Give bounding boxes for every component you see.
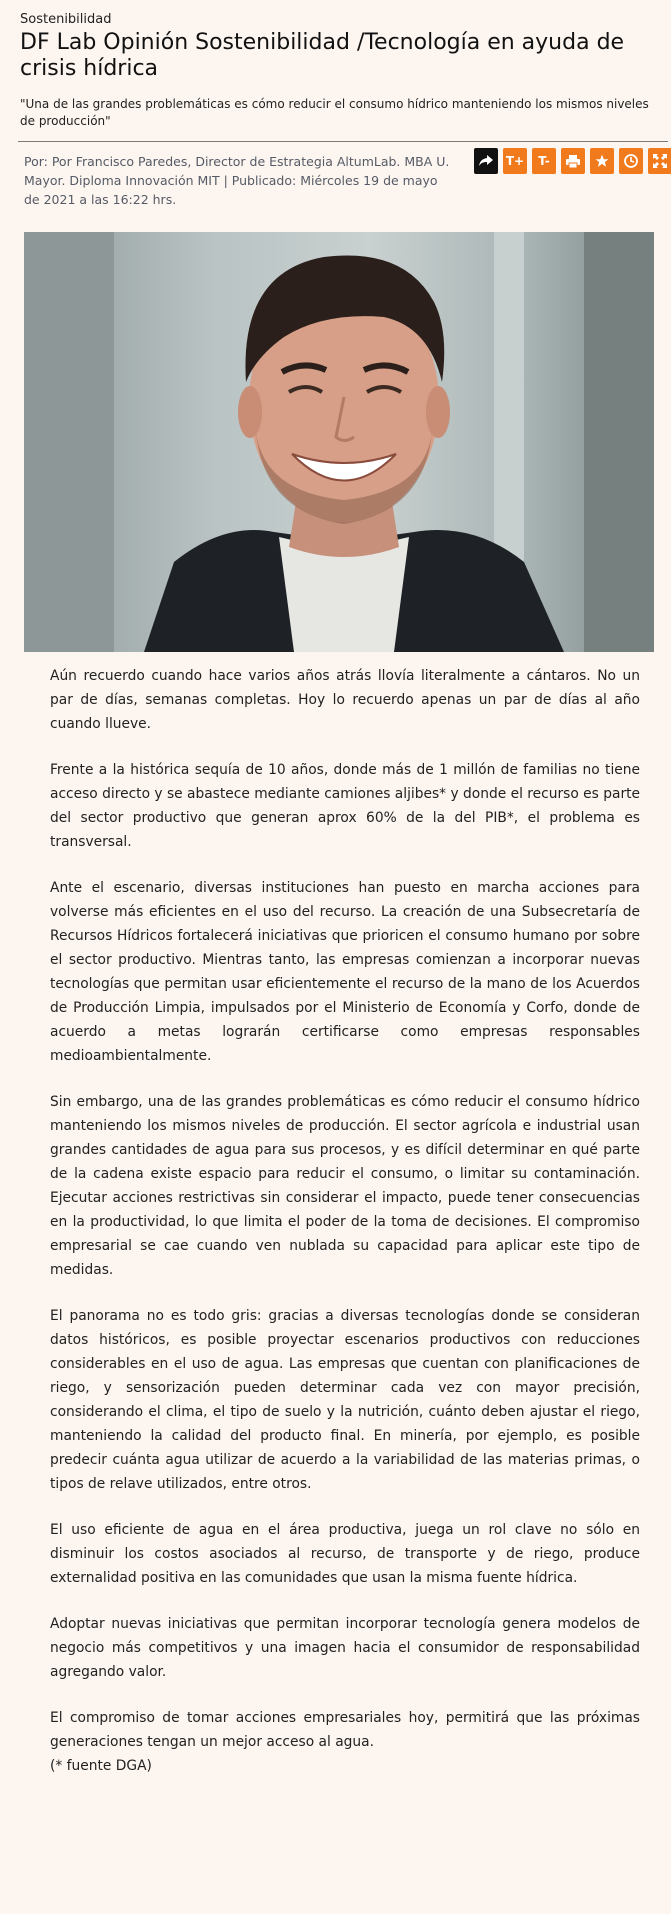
author-portrait: [24, 232, 654, 652]
article-byline: Por: Por Francisco Paredes, Director de Estrategia AltumLab. MBA U. Mayor. Diploma Innovación MIT | Publicado: Miércoles 19 de mayo de 2021 a las 16:22 hrs.: [24, 154, 450, 207]
expand-icon: [653, 154, 667, 168]
article-subtitle: "Una de las grandes problemáticas es cómo reducir el consumo hídrico manteniendo los mismos niveles de producción": [20, 97, 649, 128]
share-button[interactable]: [474, 148, 498, 174]
article-paragraph: Frente a la histórica sequía de 10 años, donde más de 1 millón de familias no tiene acceso directo y se abastece mediante camiones aljibes* y donde el recurso es parte del sector productivo que generan aprox 60% de la del PIB*, el problema es transversal.: [50, 762, 641, 850]
clock-icon: [624, 154, 638, 168]
page-title: DF Lab Opinión Sostenibilidad /Tecnología en ayuda de crisis hídrica: [20, 30, 625, 81]
article-paragraph: Ante el escenario, diversas instituciones han puesto en marcha acciones para volverse más eficientes en el uso del recurso. La creación de una Subsecretaría de Recursos Hídricos fortalecerá iniciativas que prioricen el consumo humano por sobre el sector productivo. Mientras tanto, las empresas comienzan a incorporar nuevas tecnologías que permitan usar eficientemente el recurso de la mano de los Acuerdos de Producción Limpia, impulsados por el Ministerio de Economía y Corfo, donde de acuerdo a metas lograrán certificarse como empresas responsables medioambientalmente.: [50, 880, 640, 1064]
favorite-button[interactable]: [590, 148, 614, 174]
star-icon: [595, 154, 609, 168]
article-paragraph: Adoptar nuevas iniciativas que permitan incorporar tecnología genera modelos de negocio más competitivos y una imagen hacia el consumidor de responsabilidad agregando valor.: [50, 1616, 640, 1680]
font-increase-button[interactable]: T+: [503, 148, 527, 174]
print-button[interactable]: [561, 148, 585, 174]
fullscreen-button[interactable]: [648, 148, 671, 174]
article-toolbar: [474, 148, 671, 174]
article-paragraph: El uso eficiente de agua en el área productiva, juega un rol clave no sólo en disminuir los costos asociados al recurso, de transporte y de riego, produce externalidad positiva en las comunidades que usan la misma fuente hídrica.: [50, 1522, 640, 1586]
article-photo: [24, 232, 654, 652]
article-paragraph: Aún recuerdo cuando hace varios años atrás llovía literalmente a cántaros. No un par de días, semanas completas. Hoy lo recuerdo apenas un par de días al año cuando llueve.: [50, 668, 640, 732]
article-paragraph: Sin embargo, una de las grandes problemáticas es cómo reducir el consumo hídrico manteniendo los mismos niveles de producción. El sector agrícola e industrial usan grandes cantidades de agua para sus procesos, y es difícil determinar en qué parte de la cadena existe espacio para reducir el consumo, o limitar su contaminación. Ejecutar acciones restrictivas sin considerar el impacto, puede tener consecuencias en la productividad, lo que limita el poder de la toma de decisiones. El compromiso empresarial se cae cuando ven nublada su capacidad para aplicar este tipo de medidas.: [50, 1094, 640, 1278]
article-paragraph: El panorama no es todo gris: gracias a diversas tecnologías donde se consideran datos históricos, es posible proyectar escenarios productivos con reducciones considerables en el uso de agua. Las empresas que cuentan con planificaciones de riego, y sensorización pueden determinar cada vez con mayor precisión, considerando el clima, el tipo de suelo y la nutrición, cuánto deben ajustar el riego, manteniendo la calidad del producto final. En minería, por ejemplo, es posible predecir cuánta agua utilizar de acuerdo a la variabilidad de las materias primas, o tipos de relave utilizados, entre otros.: [50, 1308, 640, 1492]
font-decrease-button[interactable]: T-: [532, 148, 556, 174]
section-label[interactable]: Sostenibilidad: [20, 12, 112, 27]
header-divider: [18, 141, 668, 142]
share-icon: [479, 155, 493, 167]
article-body: [50, 664, 640, 1800]
source-note: (* fuente DGA): [50, 1758, 152, 1774]
history-button[interactable]: [619, 148, 643, 174]
print-icon: [566, 155, 580, 168]
article-paragraph: El compromiso de tomar acciones empresariales hoy, permitirá que las próximas generaciones tengan un mejor acceso al agua.: [50, 1710, 640, 1750]
